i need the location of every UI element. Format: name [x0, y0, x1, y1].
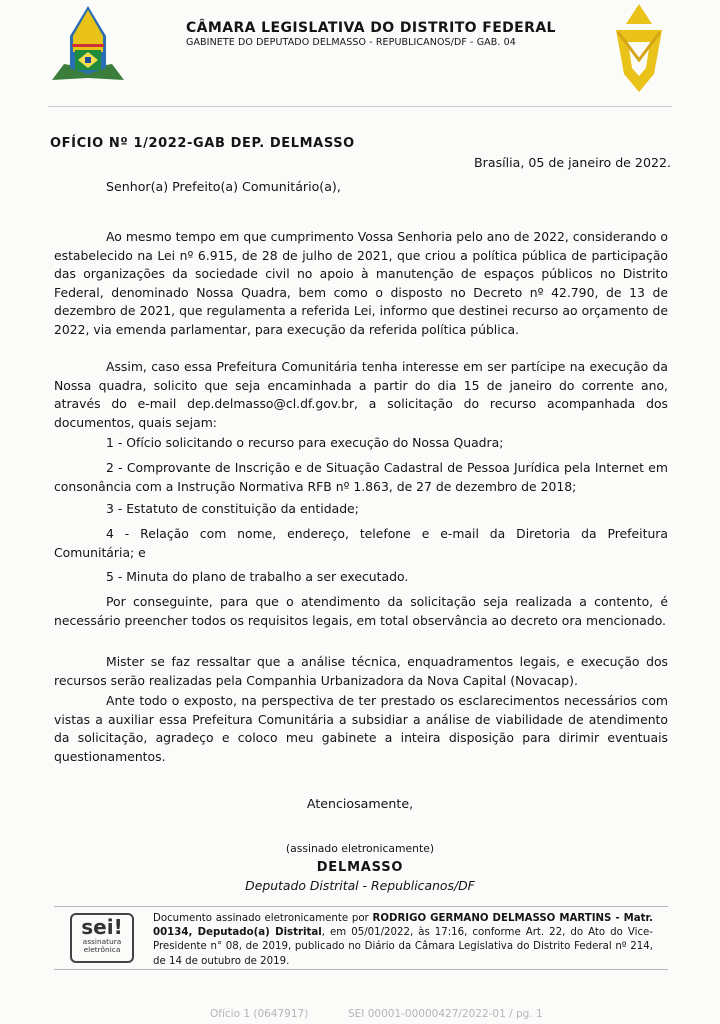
body-paragraph: Mister se faz ressaltar que a análise técnica, enquadramentos legais, e execução dos recursos serão realizadas pela Companhia Urbanizadora da Nova Capital (Novacap).	[54, 654, 668, 688]
institution-title: CÂMARA LEGISLATIVA DO DISTRITO FEDERAL	[186, 20, 556, 36]
signature-text: Documento assinado eletronicamente por RODRIGO GERMANO DELMASSO MARTINS - Matr. 00134, Deputado(a) Distrital, em 05/01/2022, às 17:16, conforme Art. 22, do Ato do Vice-Presidente n° 08, de 2019, publicado no Diário da Câmara Legislativa do Distrito Federal nº 214, de 14 de outubro de 2019.	[153, 913, 653, 967]
body-paragraph: Assim, caso essa Prefeitura Comunitária tenha interesse em ser partícipe na execução da Nossa quadra, solicito que seja encaminhada a partir do dia 15 de janeiro do corrente ano, através do e-mail dep.delmasso@cl.df.gov.br, a solicitação do recurso acompanhada dos documentos, quais sejam:	[54, 359, 668, 430]
signer-name: DELMASSO	[316, 860, 404, 875]
body-paragraph: Ante todo o exposto, na perspectiva de ter prestado os esclarecimentos necessários com vistas a auxiliar essa Prefeitura Comunitária a subsidiar a análise de viabilidade de atendimento da solicitação, agradeço e coloco meu gabinete a inteira disposição para dirimir eventuais questionamentos.	[54, 693, 668, 764]
list-item: 5 - Minuta do plano de trabalho a ser executado.	[106, 569, 409, 584]
list-item: 3 - Estatuto de constituição da entidade;	[106, 501, 359, 516]
closing: Atenciosamente,	[306, 796, 414, 811]
signed-note: (assinado eletronicamente)	[285, 842, 435, 855]
document-title: OFÍCIO Nº 1/2022-GAB DEP. DELMASSO	[50, 136, 355, 151]
office-subtitle: GABINETE DO DEPUTADO DELMASSO - REPUBLICANOS/DF - GAB. 04	[186, 37, 516, 48]
list-item: 2 - Comprovante de Inscrição e de Situação Cadastral de Pessoa Jurídica pela Internet em consonância com a Instrução Normativa RFB nº 1.863, de 27 de dezembro de 2018;	[54, 460, 668, 494]
body-paragraph: Ao mesmo tempo em que cumprimento Vossa Senhoria pelo ano de 2022, considerando o estabelecido na Lei nº 6.915, de 28 de julho de 2021, que criou a política pública de participação das organizações da sociedade civil no apoio à manutenção de espaços públicos no Distrito Federal, denominado Nossa Quadra, bem como o disposto no Decreto nº 42.790, de 13 de dezembro de 2021, que regulamenta a referida Lei, informo que destinei recurso ao orçamento de 2022, via emenda parlamentar, para execução da referida política pública.	[54, 229, 668, 337]
footer-process-page: SEI 00001-00000427/2022-01 / pg. 1	[348, 1008, 543, 1020]
list-item: 4 - Relação com nome, endereço, telefone e e-mail da Diretoria da Prefeitura Comunitária; e	[54, 526, 668, 560]
cldf-coat-of-arms-icon	[48, 4, 128, 84]
list-item: 1 - Ofício solicitando o recurso para execução do Nossa Quadra;	[106, 435, 504, 450]
signer-role: Deputado Distrital - Republicanos/DF	[245, 878, 475, 893]
electronic-signature-box	[54, 906, 668, 970]
document-date: Brasília, 05 de janeiro de 2022.	[474, 155, 671, 170]
footer-document-id: Ofício 1 (0647917)	[210, 1008, 309, 1020]
body-paragraph: Por conseguinte, para que o atendimento da solicitação seja realizada a contento, é necessário preencher todos os requisitos legais, em total observância ao decreto ora mencionado.	[54, 594, 668, 628]
salutation: Senhor(a) Prefeito(a) Comunitário(a),	[106, 179, 341, 194]
header-divider	[48, 106, 672, 107]
sei-signature-logo: sei! assinatura eletrônica	[70, 913, 134, 963]
cldf-gold-emblem-icon	[604, 2, 674, 96]
